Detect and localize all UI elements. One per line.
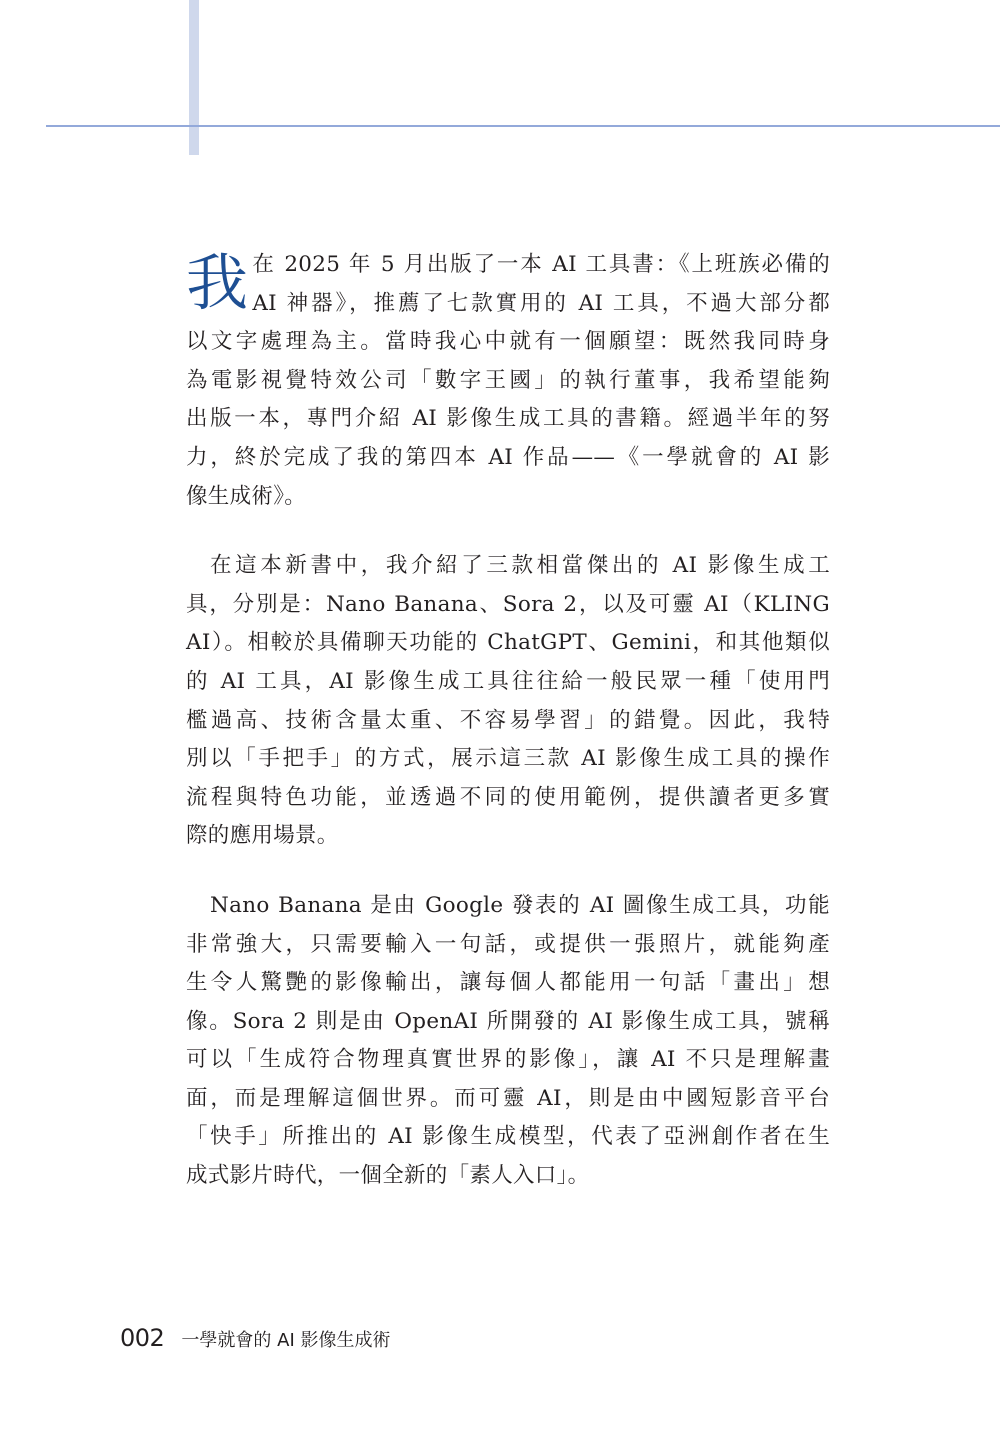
text-line: 在這本新書中，我介紹了三款相當傑出的 AI 影像生成工	[210, 553, 830, 579]
text-line: 像生成術》。	[186, 483, 307, 509]
text-line: 以文字處理為主。當時我心中就有一個願望：既然我同時身	[186, 329, 830, 355]
text-line: 可以「生成符合物理真實世界的影像」，讓 AI 不只是理解畫	[186, 1047, 830, 1073]
text-line: 生令人驚艷的影像輸出，讓每個人都能用一句話「畫出」想	[186, 970, 830, 996]
text-line: 的 AI 工具，AI 影像生成工具往往給一般民眾一種「使用門	[186, 668, 830, 694]
text-line: 際的應用場景。	[186, 823, 339, 849]
text-line: 為電影視覺特效公司「數字王國」的執行董事，我希望能夠	[186, 367, 830, 393]
text-line: 在 2025 年 5 月出版了一本 AI 工具書：《上班族必備的	[252, 252, 830, 277]
text-line: AI）。相較於具備聊天功能的 ChatGPT、Gemini，和其他類似	[186, 630, 830, 656]
text-line: AI 神器》，推薦了七款實用的 AI 工具，不過大部分都	[252, 290, 830, 316]
text-line: 別以「手把手」的方式，展示這三款 AI 影像生成工具的操作	[186, 746, 830, 772]
drop-cap: 我	[186, 246, 249, 319]
text-line: 非常強大，只需要輸入一句話，或提供一張照片，就能夠產	[186, 931, 830, 957]
text-line: Nano Banana 是由 Google 發表的 AI 圖像生成工具，功能	[210, 892, 830, 918]
paragraph-2	[186, 547, 830, 856]
page-number: 002	[120, 1324, 165, 1352]
text-line: 出版一本，專門介紹 AI 影像生成工具的書籍。經過半年的努	[186, 406, 830, 432]
running-title: 一學就會的 AI 影像生成術	[181, 1330, 391, 1351]
page-footer	[120, 1324, 390, 1352]
decorative-vertical-bar	[189, 0, 199, 155]
text-line: 流程與特色功能，並透過不同的使用範例，提供讀者更多實	[186, 784, 830, 810]
text-line: 力，終於完成了我的第四本 AI 作品——《一學就會的 AI 影	[186, 444, 830, 470]
body-text	[186, 246, 830, 1227]
text-line: 具，分別是：Nano Banana、Sora 2，以及可靈 AI（KLING	[186, 591, 830, 617]
text-line: 檻過高、技術含量太重、不容易學習」的錯覺。因此，我特	[186, 707, 830, 733]
text-line: 成式影片時代，一個全新的「素人入口」。	[186, 1163, 590, 1189]
text-line: 「快手」所推出的 AI 影像生成模型，代表了亞洲創作者在生	[186, 1124, 830, 1150]
text-line: 面，而是理解這個世界。而可靈 AI，則是由中國短影音平台	[186, 1085, 830, 1111]
header-rule	[46, 125, 1000, 127]
text-line: 像。Sora 2 則是由 OpenAI 所開發的 AI 影像生成工具，號稱	[186, 1008, 830, 1034]
paragraph-1	[186, 246, 830, 516]
paragraph-3	[186, 887, 830, 1196]
